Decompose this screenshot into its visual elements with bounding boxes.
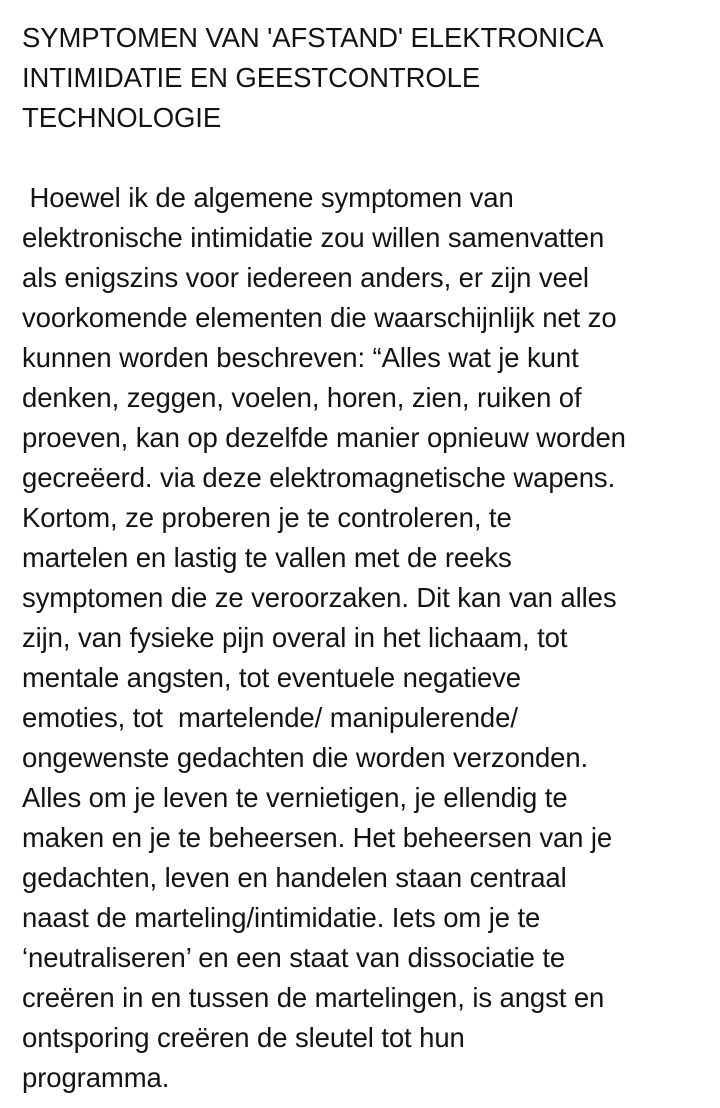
body-line: als enigszins voor iedereen anders, er zijn veel (22, 262, 589, 293)
body-line: maken en je te beheersen. Het beheersen van je (22, 822, 613, 853)
body-line: programma. (22, 1062, 170, 1093)
title-line: TECHNOLOGIE (22, 102, 222, 133)
body-line: symptomen die ze veroorzaken. Dit kan van alles (22, 582, 617, 613)
body-line: martelen en lastig te vallen met de reeks (22, 542, 512, 573)
document-body (22, 178, 706, 1098)
body-line: naast de marteling/intimidatie. Iets om je te (22, 902, 541, 933)
body-line: proeven, kan op dezelfde manier opnieuw worden (22, 422, 626, 453)
body-line: gecreëerd. via deze elektromagnetische wapens. (22, 462, 616, 493)
body-line: creëren in en tussen de martelingen, is angst en (22, 982, 605, 1013)
body-line: denken, zeggen, voelen, horen, zien, ruiken of (22, 382, 582, 413)
body-line: gedachten, leven en handelen staan centraal (22, 862, 567, 893)
title-line: SYMPTOMEN VAN 'AFSTAND' ELEKTRONICA (22, 22, 604, 53)
body-line: Hoewel ik de algemene symptomen van (22, 182, 514, 213)
body-line: elektronische intimidatie zou willen samenvatten (22, 222, 605, 253)
body-line: ‘neutraliseren’ en een staat van dissociatie te (22, 942, 566, 973)
body-line: zijn, van fysieke pijn overal in het lichaam, tot (22, 622, 568, 653)
body-line: mentale angsten, tot eventuele negatieve (22, 662, 522, 693)
body-line: kunnen worden beschreven: “Alles wat je kunt (22, 342, 579, 373)
title-line: INTIMIDATIE EN GEESTCONTROLE (22, 62, 481, 93)
body-line: emoties, tot martelende/ manipulerende/ (22, 702, 518, 733)
body-line: ontsporing creëren de sleutel tot hun (22, 1022, 465, 1053)
body-line: Alles om je leven te vernietigen, je ellendig te (22, 782, 568, 813)
document-title (22, 18, 706, 138)
body-line: voorkomende elementen die waarschijnlijk net zo (22, 302, 617, 333)
body-line: ongewenste gedachten die worden verzonden. (22, 742, 589, 773)
body-line: Kortom, ze proberen je te controleren, te (22, 502, 512, 533)
